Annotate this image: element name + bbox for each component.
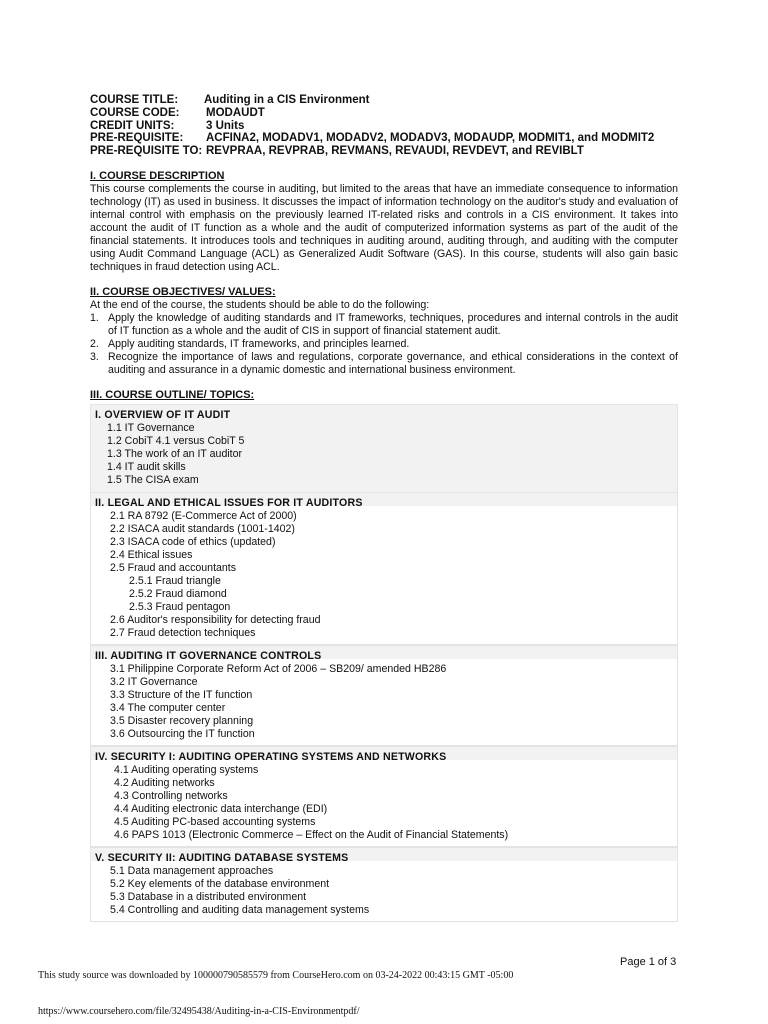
course-title-value: Auditing in a CIS Environment	[204, 94, 370, 106]
course-code-label: COURSE CODE:	[90, 107, 180, 119]
course-title-label: COURSE TITLE:	[90, 94, 179, 106]
outline-topic: 2.5 Fraud and accountants	[110, 562, 237, 574]
objective-item	[90, 312, 678, 338]
outline-topic: 5.3 Database in a distributed environment	[110, 891, 307, 903]
credit-units-value: 3 Units	[206, 120, 245, 132]
outline-section-title: I. OVERVIEW OF IT AUDIT	[95, 409, 231, 421]
prereq-to-label: PRE-REQUISITE TO:	[90, 145, 203, 157]
objective-item	[90, 338, 678, 351]
course-description-heading: I. COURSE DESCRIPTION	[90, 170, 225, 182]
outline-topic: 4.3 Controlling networks	[114, 790, 228, 802]
outline-topic: 2.4 Ethical issues	[110, 549, 193, 561]
outline-topic: 3.1 Philippine Corporate Reform Act of 2006 – SB209/ amended HB286	[110, 663, 447, 675]
outline-topic: 2.7 Fraud detection techniques	[110, 627, 256, 639]
outline-topic: 5.4 Controlling and auditing data management systems	[110, 904, 370, 916]
objective-number: 3.	[90, 351, 99, 363]
outline-topic: 1.4 IT audit skills	[107, 461, 186, 473]
objective-text: Recognize the importance of laws and regulations, corporate governance, and ethical considerations in the context of auditing and assurance in a dynamic domestic and international business environment.	[108, 351, 678, 376]
outline-topic: 1.1 IT Governance	[107, 422, 195, 434]
page-number: Page 1 of 3	[620, 956, 677, 968]
outline-topic: 3.4 The computer center	[110, 702, 226, 714]
outline-topic: 4.2 Auditing networks	[114, 777, 215, 789]
objectives-intro: At the end of the course, the students should be able to do the following:	[90, 299, 430, 311]
objective-text: Apply auditing standards, IT frameworks, and principles learned.	[108, 338, 410, 350]
outline-section-title: V. SECURITY II: AUDITING DATABASE SYSTEMS	[95, 852, 349, 864]
outline-topic: 5.2 Key elements of the database environment	[110, 878, 330, 890]
course-title-row	[90, 93, 370, 107]
prereq-row	[90, 131, 655, 145]
course-outline-heading: III. COURSE OUTLINE/ TOPICS:	[90, 389, 255, 401]
download-notice: This study source was downloaded by 100000790585579 from CourseHero.com on 03-24-2022 00:43:15 GMT -05:00	[38, 970, 514, 981]
outline-topic: 3.3 Structure of the IT function	[110, 689, 253, 701]
outline-topic: 2.6 Auditor's responsibility for detecting fraud	[110, 614, 321, 626]
source-url-link[interactable]: https://www.coursehero.com/file/32495438/Auditing-in-a-CIS-Environmentpdf/	[38, 1006, 360, 1017]
outline-topic: 4.5 Auditing PC-based accounting systems	[114, 816, 316, 828]
prereq-to-value: REVPRAA, REVPRAB, REVMANS, REVAUDI, REVDEVT, and REVIBLT	[206, 145, 584, 157]
course-description-text: This course complements the course in auditing, but limited to the areas that have an immediate consequence to information technology (IT) as used in business. It discusses the impact of information technology on the auditor's study and evaluation of internal control with emphasis on the previously learned IT-related risks and controls in a CIS environment. It takes into account the audit of IT function as a whole and the audit of computerized information systems as part of the audit of the financial statements. It introduces tools and techniques in auditing around, auditing through, and auditing with the computer using Audit Command Language (ACL) as Generalized Audit Software (GAS). In this course, students will also gain basic techniques in fraud detection using ACL.	[90, 183, 678, 273]
outline-section-title: IV. SECURITY I: AUDITING OPERATING SYSTEMS AND NETWORKS	[95, 751, 447, 763]
outline-topic: 3.5 Disaster recovery planning	[110, 715, 254, 727]
objective-item	[90, 351, 678, 377]
outline-subtopic: 2.5.1 Fraud triangle	[129, 575, 221, 587]
outline-topic: 2.2 ISACA audit standards (1001-1402)	[110, 523, 295, 535]
prereq-label: PRE-REQUISITE:	[90, 132, 184, 144]
outline-topic: 2.3 ISACA code of ethics (updated)	[110, 536, 276, 548]
outline-section-title: II. LEGAL AND ETHICAL ISSUES FOR IT AUDITORS	[95, 497, 363, 509]
outline-topic: 4.1 Auditing operating systems	[114, 764, 259, 776]
outline-topic: 1.2 CobiT 4.1 versus CobiT 5	[107, 435, 245, 447]
outline-subtopic: 2.5.3 Fraud pentagon	[129, 601, 231, 613]
outline-topic: 1.3 The work of an IT auditor	[107, 448, 243, 460]
objective-number: 2.	[90, 338, 99, 350]
course-objectives-heading: II. COURSE OBJECTIVES/ VALUES:	[90, 286, 276, 298]
course-code-value: MODAUDT	[206, 107, 265, 119]
objective-number: 1.	[90, 312, 99, 324]
course-code-row	[90, 106, 265, 120]
outline-topic: 4.6 PAPS 1013 (Electronic Commerce – Effect on the Audit of Financial Statements)	[114, 829, 509, 841]
prereq-value: ACFINA2, MODADV1, MODADV2, MODADV3, MODAUDP, MODMIT1, and MODMIT2	[206, 132, 655, 144]
outline-section-title: III. AUDITING IT GOVERNANCE CONTROLS	[95, 650, 322, 662]
outline-topic: 3.6 Outsourcing the IT function	[110, 728, 255, 740]
outline-subtopic: 2.5.2 Fraud diamond	[129, 588, 227, 600]
outline-topic: 3.2 IT Governance	[110, 676, 198, 688]
objective-text: Apply the knowledge of auditing standards and IT frameworks, techniques, procedures and internal controls in the audit of IT function as a whole and the audit of CIS in support of financial statement audit.	[108, 312, 678, 337]
outline-topic: 2.1 RA 8792 (E-Commerce Act of 2000)	[110, 510, 297, 522]
outline-topic: 5.1 Data management approaches	[110, 865, 274, 877]
prereq-to-row	[90, 144, 584, 158]
outline-topic: 4.4 Auditing electronic data interchange (EDI)	[114, 803, 328, 815]
outline-topic: 1.5 The CISA exam	[107, 474, 199, 486]
credit-units-label: CREDIT UNITS:	[90, 120, 175, 132]
